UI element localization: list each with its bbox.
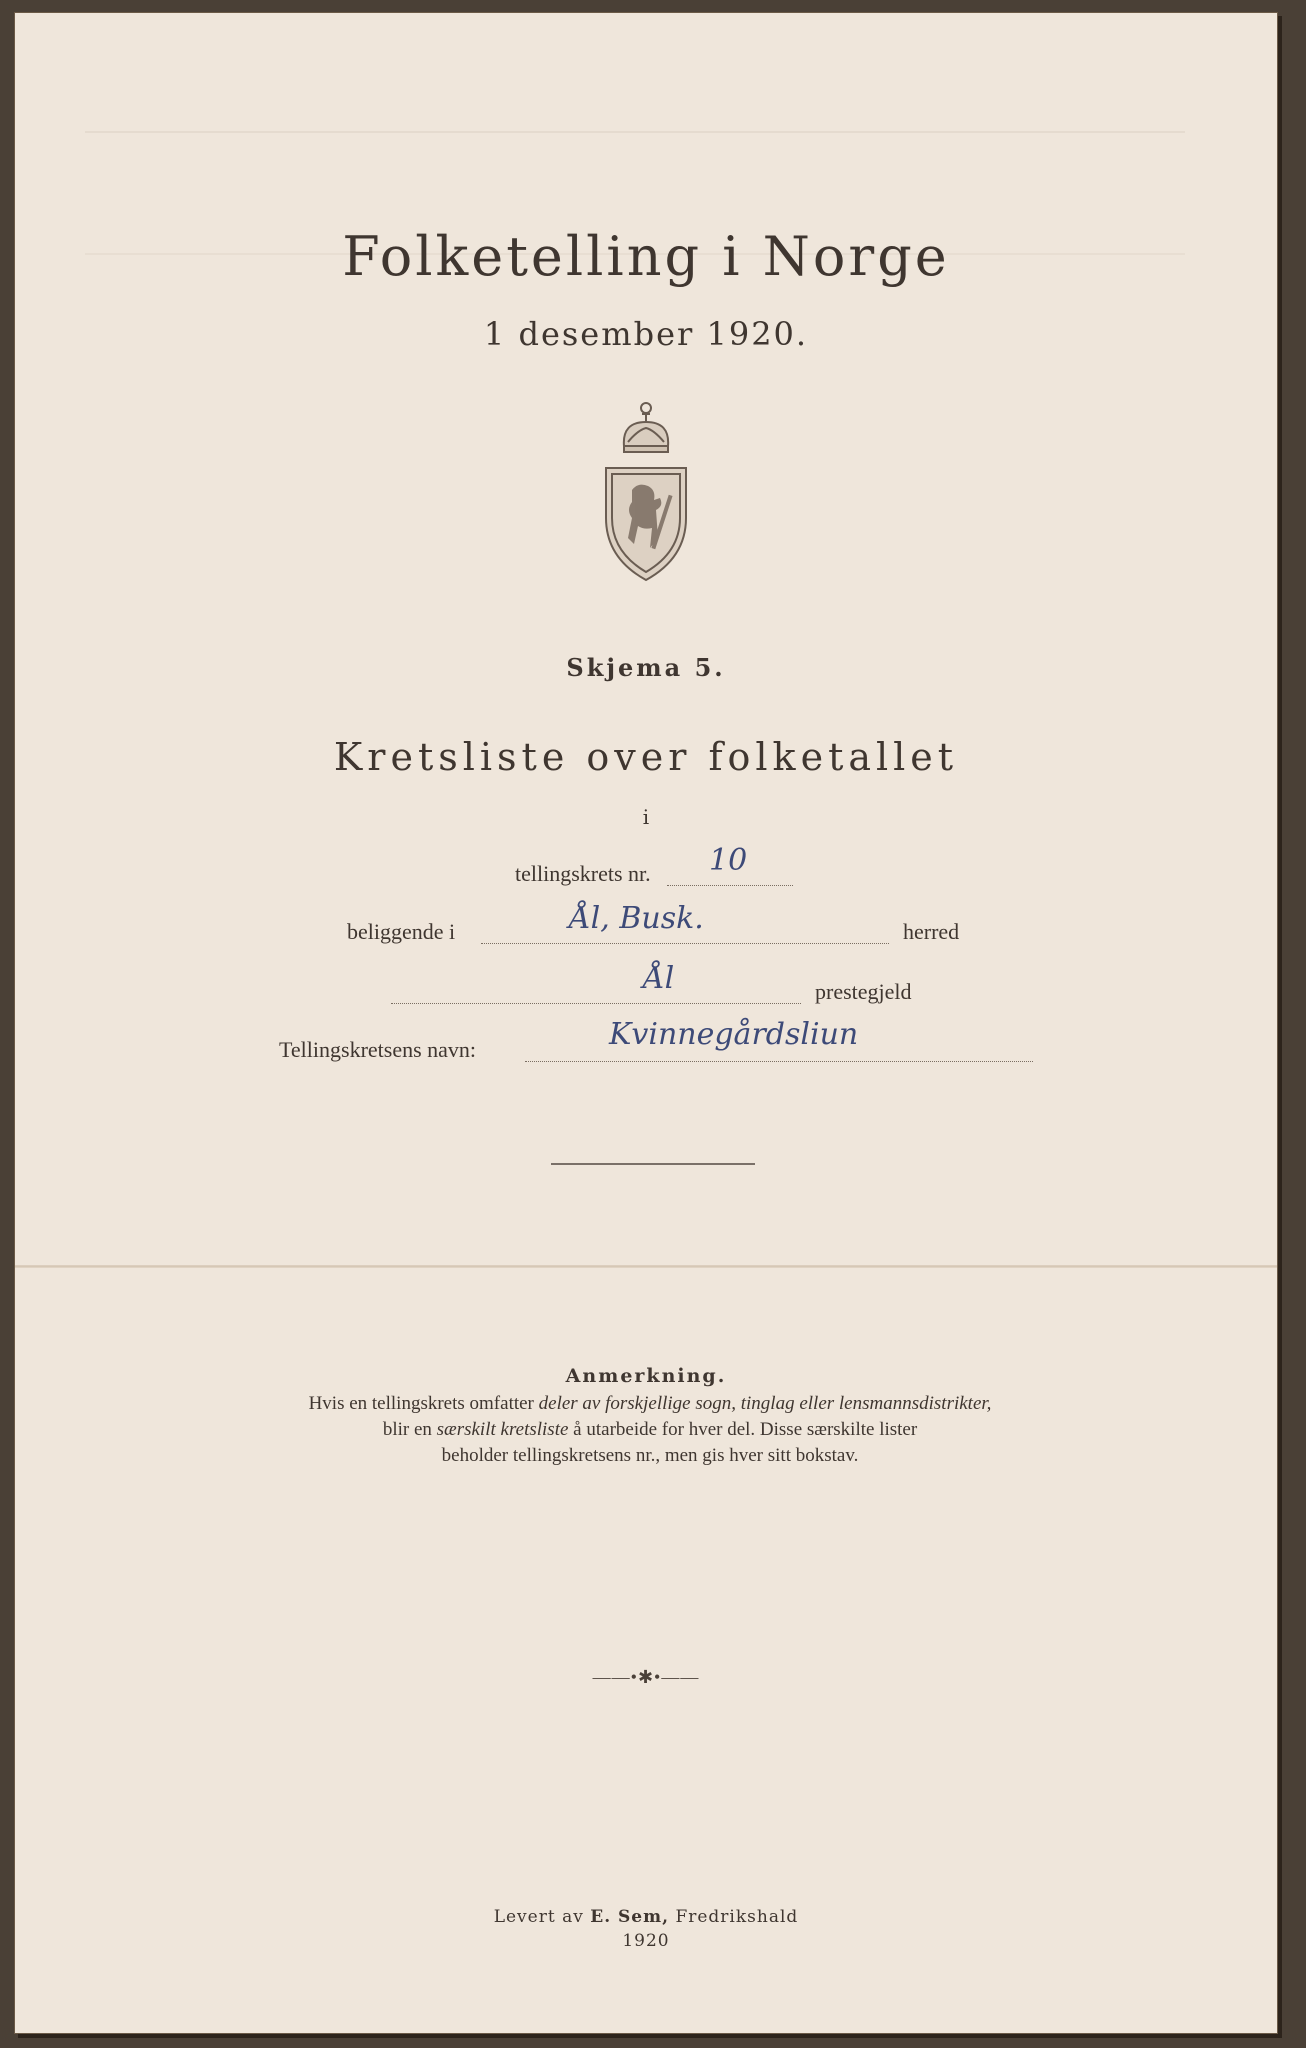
printer-city: Fredrikshald	[675, 1907, 799, 1927]
name-label: Tellingskretsens navn:	[279, 1037, 477, 1062]
note-emphasis: særskilt kretsliste	[436, 1419, 569, 1440]
form-heading: Kretsliste over folketallet	[333, 735, 959, 779]
printer-prefix: Levert av	[493, 1907, 584, 1927]
paper-fold	[15, 1265, 1277, 1268]
printer-name: E. Sem,	[590, 1907, 670, 1927]
note-line-2	[175, 1419, 1125, 1441]
note-text: blir en	[382, 1419, 432, 1440]
census-date: 1 desember 1920.	[483, 315, 809, 353]
name-line	[525, 1061, 1033, 1062]
note-line-3: beholder tellingskretsens nr., men gis hver sitt bokstav.	[441, 1445, 859, 1466]
parish-line	[391, 1003, 801, 1004]
page-title: Folketelling i Norge	[342, 225, 950, 288]
location-suffix: herred	[903, 919, 960, 944]
parish-value: Ål	[643, 961, 675, 996]
schema-number: Skjema 5.	[566, 653, 726, 682]
district-label: tellingskrets nr.	[515, 861, 651, 886]
location-line	[481, 943, 889, 944]
preposition: i	[642, 805, 650, 829]
coat-of-arms-icon	[598, 398, 694, 583]
divider-rule	[551, 1163, 755, 1165]
parish-suffix: prestegjeld	[815, 979, 912, 1004]
note-text: å utarbeide for hver del. Disse særskilte lister	[573, 1419, 918, 1440]
note-heading: Anmerkning.	[565, 1365, 727, 1387]
location-label: beliggende i	[347, 919, 456, 944]
ornament-divider: ——•✱•——	[592, 1667, 700, 1687]
printer-year: 1920	[622, 1931, 670, 1951]
note-line-1	[175, 1393, 1125, 1415]
location-value: Ål, Busk.	[569, 901, 704, 936]
census-form-page	[14, 12, 1278, 2034]
note-text: Hvis en tellingskrets omfatter	[308, 1393, 534, 1414]
district-value: 10	[709, 843, 748, 878]
name-value: Kvinnegårdsliun	[609, 1017, 859, 1052]
printer-line	[15, 1907, 1277, 1927]
note-emphasis: deler av forskjellige sogn, tinglag eller lensmannsdistrikter,	[538, 1393, 992, 1414]
district-line	[667, 885, 793, 886]
